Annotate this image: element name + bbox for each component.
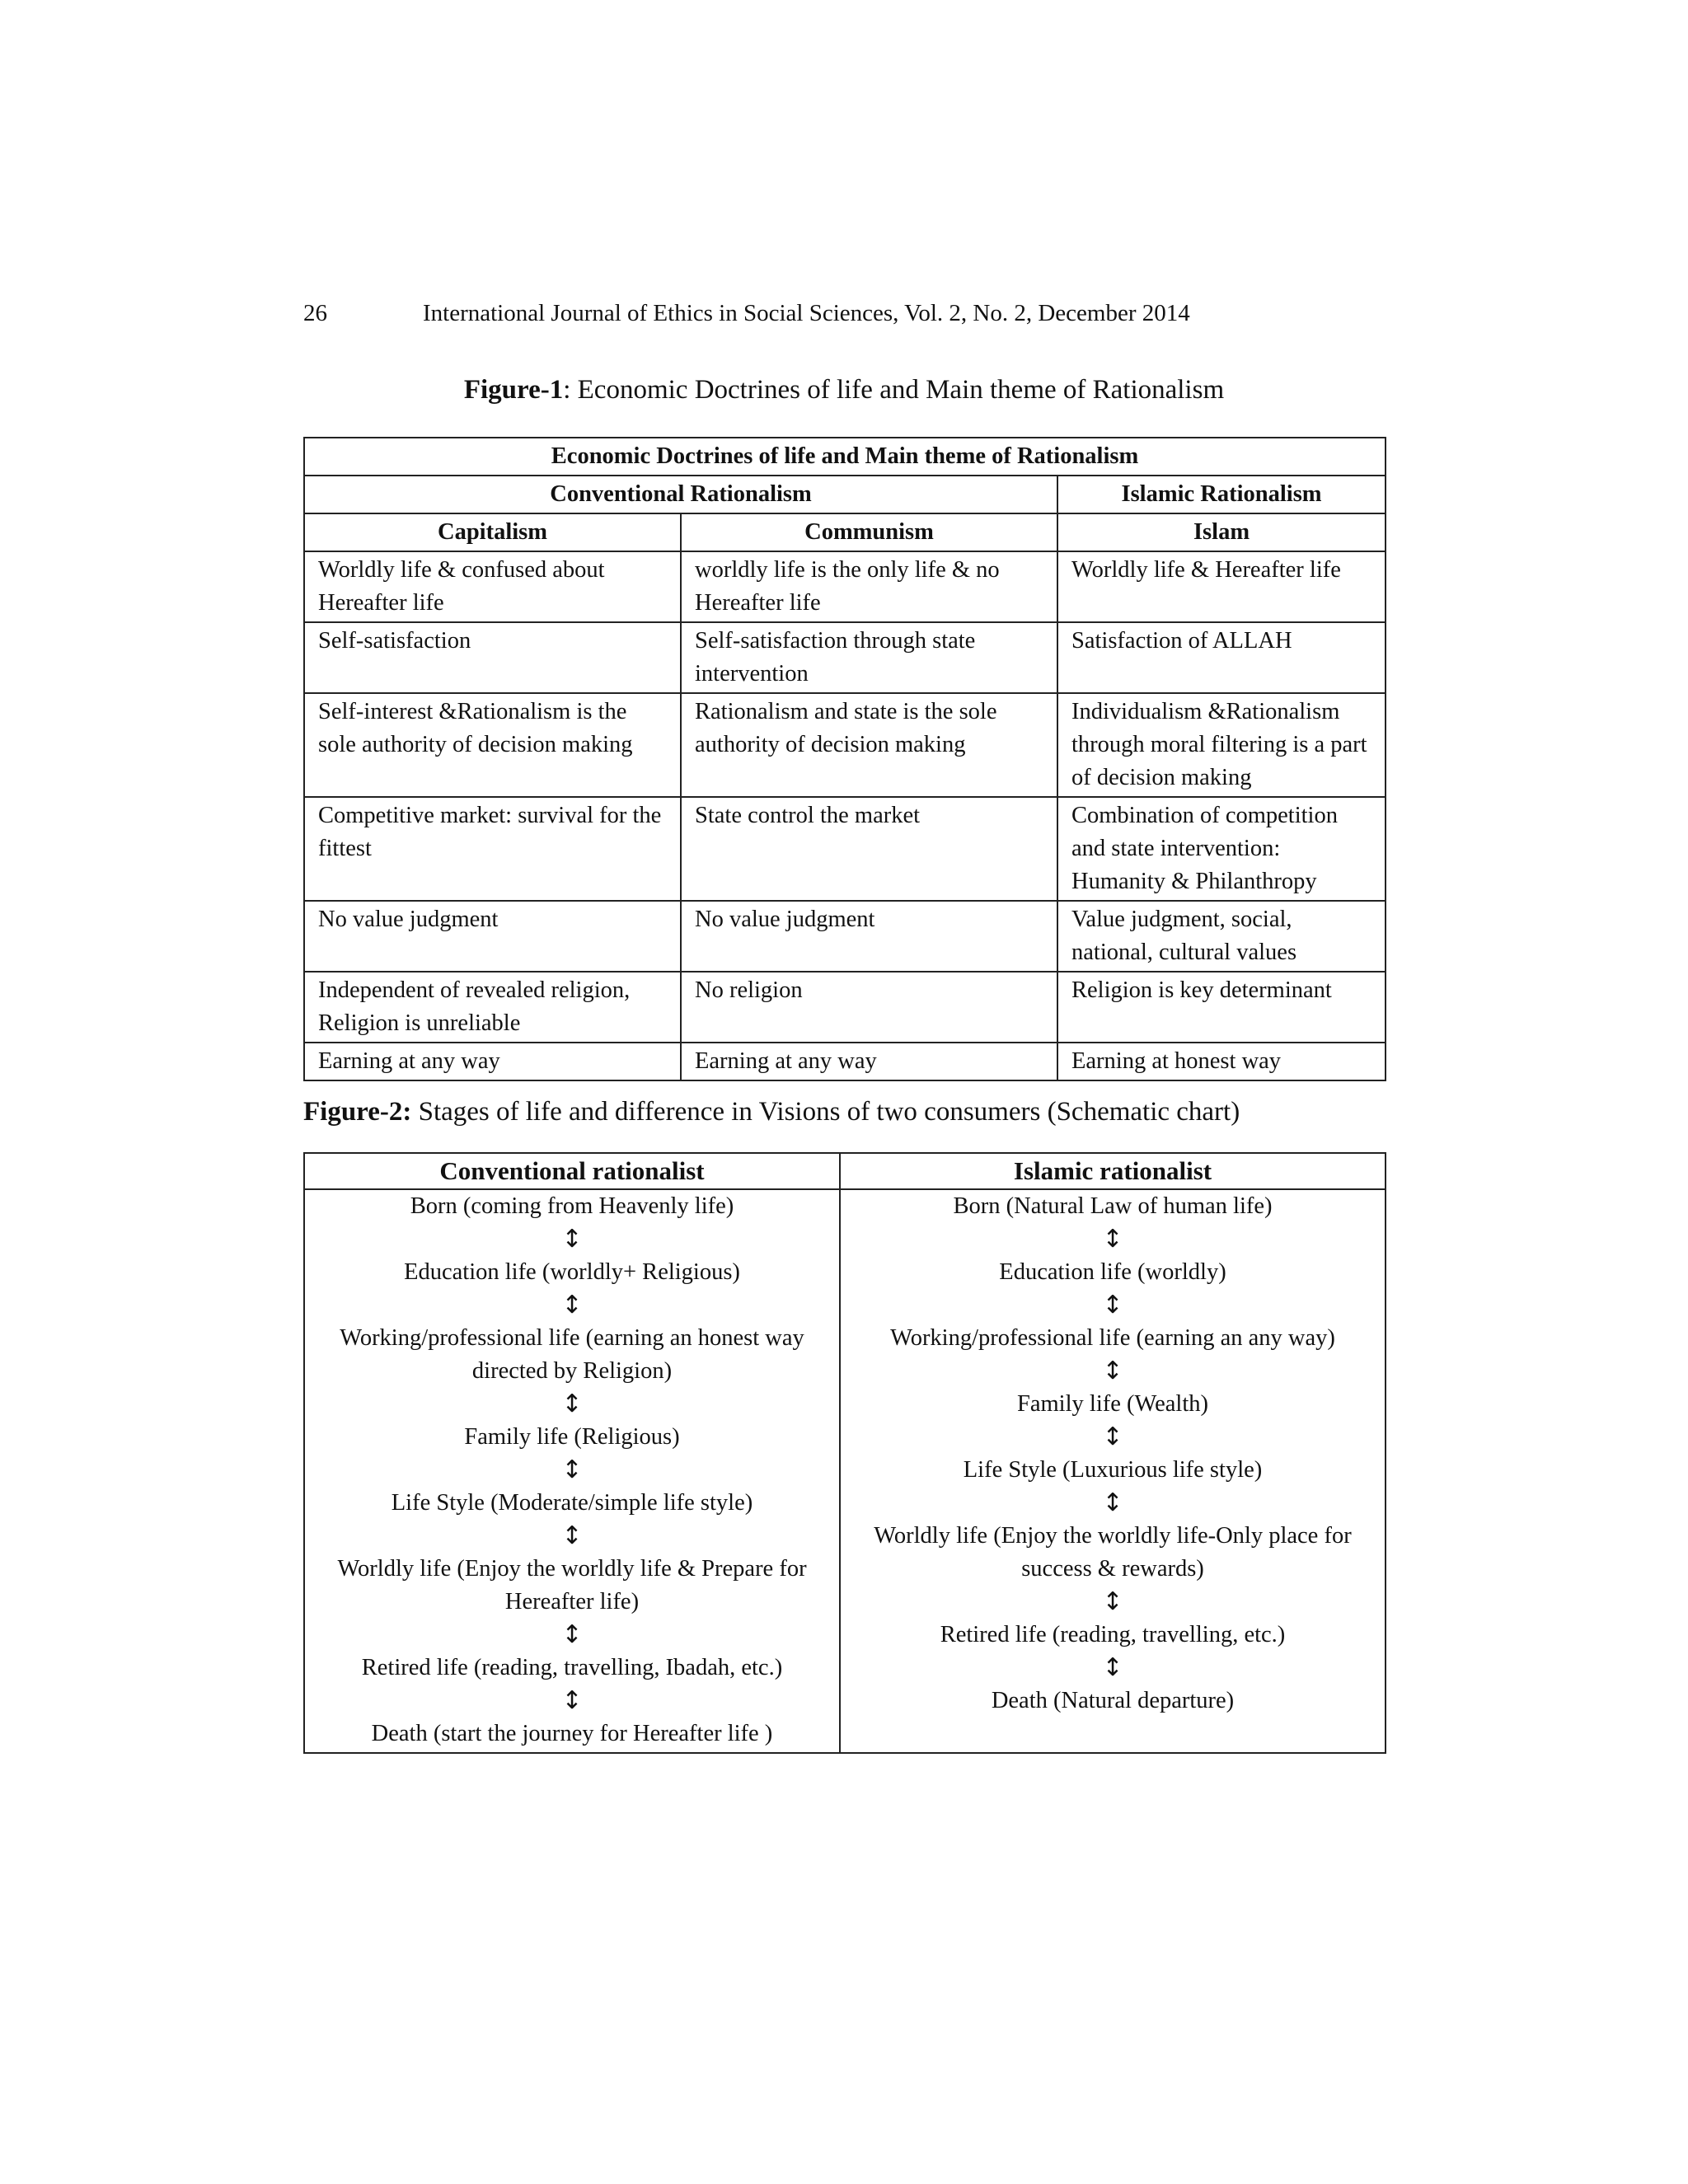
group-conventional: Conventional Rationalism [304, 476, 1057, 513]
table-cell: Competitive market: survival for the fittest [304, 797, 681, 901]
table-title: Economic Doctrines of life and Main theme of Rationalism [304, 438, 1386, 476]
column-header: Capitalism [304, 513, 681, 551]
table-cell: State control the market [681, 797, 1057, 901]
stage-item: Family life (Religious) [464, 1424, 680, 1450]
stage-item: Working/professional life (earning an any way) [890, 1325, 1335, 1351]
figure1-caption [303, 373, 1385, 407]
group-islamic: Islamic Rationalism [1057, 476, 1386, 513]
doctrines-table [303, 437, 1386, 1081]
table-row [304, 901, 1386, 972]
up-down-arrow-icon: ↕ [1102, 1291, 1123, 1319]
up-down-arrow-icon: ↕ [561, 1291, 583, 1319]
table-cell: Self-satisfaction [304, 622, 681, 693]
up-down-arrow-icon: ↕ [1102, 1225, 1123, 1254]
table-row [304, 551, 1386, 622]
table-cell: Earning at honest way [1057, 1043, 1386, 1080]
stages-header-row [304, 1153, 1386, 1189]
figure2-caption-text: Stages of life and difference in Visions of two consumers (Schematic chart) [411, 1097, 1240, 1127]
conventional-stages [304, 1189, 840, 1753]
figure1-caption-text: : Economic Doctrines of life and Main theme of Rationalism [563, 375, 1225, 405]
column-header: Communism [681, 513, 1057, 551]
stage-item: Death (Natural departure) [991, 1688, 1235, 1713]
group-header-row [304, 476, 1386, 513]
up-down-arrow-icon: ↕ [1102, 1587, 1123, 1616]
table-row [304, 797, 1386, 901]
running-head [303, 298, 1375, 328]
figure2-label: Figure-2: [303, 1097, 412, 1127]
table-title-row [304, 438, 1386, 476]
up-down-arrow-icon: ↕ [561, 1521, 583, 1550]
up-down-arrow-icon: ↕ [561, 1390, 583, 1418]
table-cell: Worldly life & Hereafter life [1057, 551, 1386, 622]
table-cell: No value judgment [304, 901, 681, 972]
stage-item: Life Style (Moderate/simple life style) [391, 1490, 753, 1516]
table-cell: Religion is key determinant [1057, 972, 1386, 1043]
stage-item: Life Style (Luxurious life style) [963, 1457, 1263, 1483]
stage-item: Born (Natural Law of human life) [953, 1193, 1273, 1219]
journal-title: International Journal of Ethics in Social Sciences, Vol. 2, No. 2, December 2014 [423, 300, 1190, 326]
table-cell: Individualism &Rationalism through moral filtering is a part of decision making [1057, 693, 1386, 797]
table-row [304, 693, 1386, 797]
table-cell: Earning at any way [681, 1043, 1057, 1080]
islamic-header: Islamic rationalist [840, 1153, 1386, 1189]
up-down-arrow-icon: ↕ [1102, 1422, 1123, 1451]
islamic-stages [840, 1189, 1386, 1753]
page-number: 26 [303, 300, 327, 326]
table-cell: No value judgment [681, 901, 1057, 972]
table-cell: Combination of competition and state intervention: Humanity & Philanthropy [1057, 797, 1386, 901]
stages-table [303, 1152, 1386, 1754]
table-cell: Self-interest &Rationalism is the sole authority of decision making [304, 693, 681, 797]
table-cell: Satisfaction of ALLAH [1057, 622, 1386, 693]
table-cell: Earning at any way [304, 1043, 681, 1080]
up-down-arrow-icon: ↕ [561, 1455, 583, 1484]
stage-item: Education life (worldly+ Religious) [404, 1259, 740, 1285]
table-row [304, 622, 1386, 693]
stage-item: Retired life (reading, travelling, Ibadah, etc.) [361, 1655, 783, 1680]
figure2-caption [303, 1094, 1385, 1129]
table-row [304, 1043, 1386, 1080]
table-cell: Rationalism and state is the sole authority of decision making [681, 693, 1057, 797]
stage-item: Working/professional life (earning an honest way directed by Religion) [340, 1325, 804, 1384]
up-down-arrow-icon: ↕ [1102, 1653, 1123, 1682]
up-down-arrow-icon: ↕ [561, 1225, 583, 1254]
stage-item: Worldly life (Enjoy the worldly life-Only place for success & rewards) [874, 1523, 1352, 1582]
table-cell: Worldly life & confused about Hereafter life [304, 551, 681, 622]
up-down-arrow-icon: ↕ [1102, 1488, 1123, 1517]
stage-item: Born (coming from Heavenly life) [410, 1193, 734, 1219]
stage-item: Education life (worldly) [999, 1259, 1226, 1285]
up-down-arrow-icon: ↕ [561, 1686, 583, 1715]
table-cell: Value judgment, social, national, cultural values [1057, 901, 1386, 972]
column-header-row [304, 513, 1386, 551]
figure1-label: Figure-1 [463, 375, 564, 405]
stage-item: Retired life (reading, travelling, etc.) [940, 1622, 1286, 1647]
table-cell: Self-satisfaction through state intervention [681, 622, 1057, 693]
table-row [304, 972, 1386, 1043]
up-down-arrow-icon: ↕ [561, 1620, 583, 1649]
table-cell: No religion [681, 972, 1057, 1043]
stage-item: Death (start the journey for Hereafter life ) [371, 1721, 773, 1746]
stage-item: Worldly life (Enjoy the worldly life & Prepare for Hereafter life) [337, 1556, 807, 1615]
column-header: Islam [1057, 513, 1386, 551]
up-down-arrow-icon: ↕ [1102, 1357, 1123, 1385]
stage-item: Family life (Wealth) [1017, 1391, 1208, 1417]
conventional-header: Conventional rationalist [304, 1153, 840, 1189]
stages-row [304, 1189, 1386, 1753]
table-cell: worldly life is the only life & no Hereafter life [681, 551, 1057, 622]
table-cell: Independent of revealed religion, Religion is unreliable [304, 972, 681, 1043]
